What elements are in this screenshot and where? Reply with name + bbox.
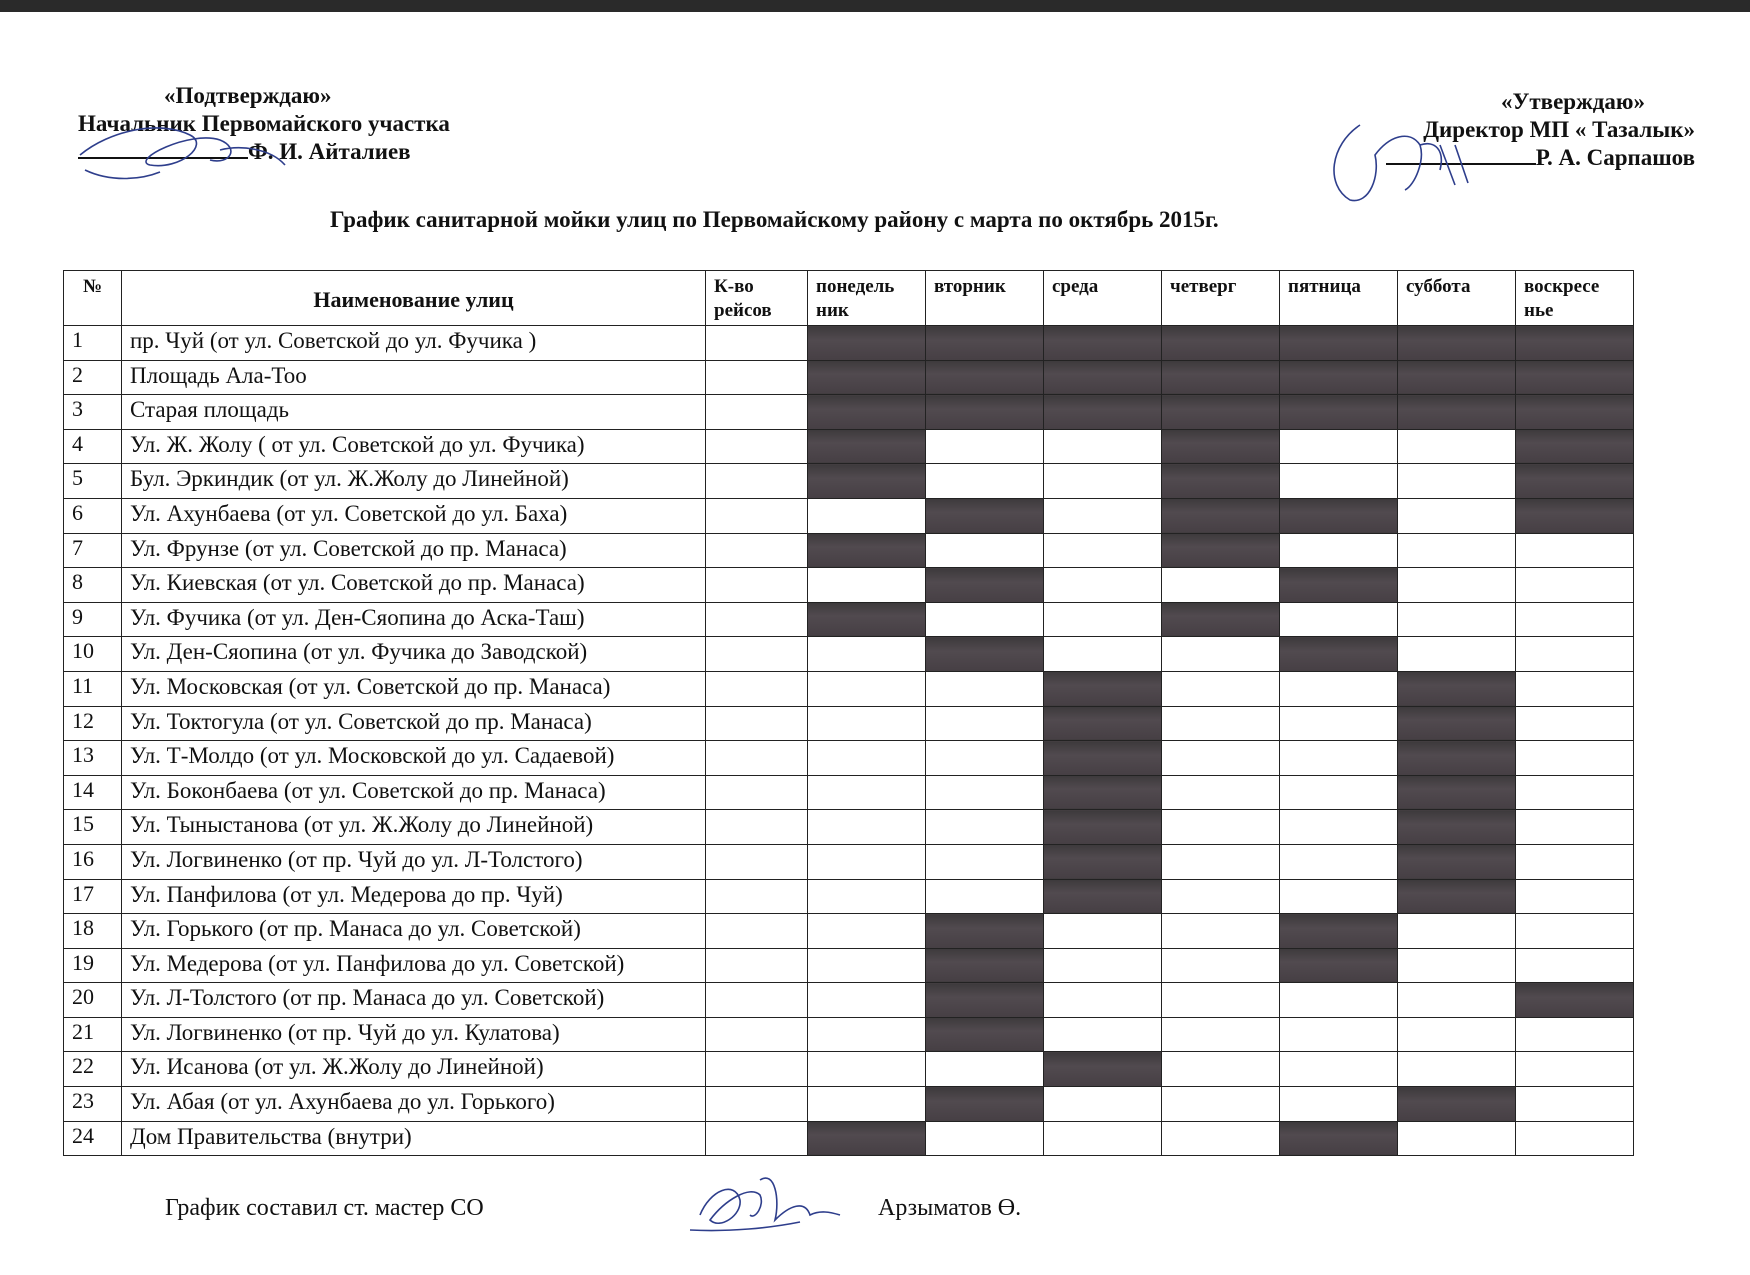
table-row <box>64 1087 1634 1122</box>
day-cell-thursday-empty <box>1162 983 1280 1018</box>
day-cell-sunday-empty <box>1516 568 1634 603</box>
table-row <box>64 844 1634 879</box>
street-name: Дом Правительства (внутри) <box>122 1121 706 1156</box>
table-row <box>64 395 1634 430</box>
day-cell-friday-scheduled <box>1280 395 1398 430</box>
day-cell-saturday-empty <box>1398 983 1516 1018</box>
day-cell-tuesday-scheduled <box>926 637 1044 672</box>
approval-left-name: Ф. И. Айталиев <box>248 139 411 164</box>
day-cell-wednesday-empty <box>1044 1017 1162 1052</box>
approval-left-heading: «Подтверждаю» <box>164 83 332 108</box>
trips-count <box>706 1121 808 1156</box>
row-number: 22 <box>64 1052 122 1087</box>
trips-count <box>706 464 808 499</box>
trips-count <box>706 879 808 914</box>
day-cell-sunday-empty <box>1516 775 1634 810</box>
row-number: 2 <box>64 360 122 395</box>
day-cell-monday-scheduled <box>808 395 926 430</box>
street-name: Ул. Фучика (от ул. Ден-Сяопина до Аска-Таш) <box>122 602 706 637</box>
day-cell-thursday-empty <box>1162 1087 1280 1122</box>
day-cell-wednesday-empty <box>1044 983 1162 1018</box>
day-cell-tuesday-empty <box>926 1052 1044 1087</box>
day-cell-monday-scheduled <box>808 360 926 395</box>
approval-right-position: Директор МП « Тазалык» <box>1423 117 1695 142</box>
trips-count <box>706 741 808 776</box>
day-cell-saturday-scheduled <box>1398 810 1516 845</box>
day-cell-wednesday-scheduled <box>1044 671 1162 706</box>
day-cell-thursday-empty <box>1162 568 1280 603</box>
day-cell-wednesday-empty <box>1044 948 1162 983</box>
day-cell-monday-empty <box>808 775 926 810</box>
signature-right-icon <box>1320 115 1480 205</box>
day-cell-wednesday-scheduled <box>1044 810 1162 845</box>
day-cell-tuesday-empty <box>926 602 1044 637</box>
day-cell-monday-empty <box>808 1087 926 1122</box>
header-day-sunday: воскресе нье <box>1516 271 1634 326</box>
approval-left-position: Начальник Первомайского участка <box>78 111 450 136</box>
row-number: 4 <box>64 429 122 464</box>
trips-count <box>706 1087 808 1122</box>
trips-count <box>706 637 808 672</box>
day-cell-tuesday-empty <box>926 671 1044 706</box>
trips-count <box>706 602 808 637</box>
day-cell-tuesday-scheduled <box>926 914 1044 949</box>
day-cell-friday-empty <box>1280 844 1398 879</box>
day-cell-wednesday-scheduled <box>1044 775 1162 810</box>
day-cell-tuesday-empty <box>926 775 1044 810</box>
day-cell-saturday-empty <box>1398 914 1516 949</box>
header-day-saturday: суббота <box>1398 271 1516 326</box>
row-number: 24 <box>64 1121 122 1156</box>
day-cell-monday-empty <box>808 1017 926 1052</box>
day-cell-sunday-empty <box>1516 914 1634 949</box>
table-header-row <box>64 271 1634 326</box>
day-cell-wednesday-empty <box>1044 533 1162 568</box>
day-cell-friday-empty <box>1280 1017 1398 1052</box>
table-row <box>64 326 1634 361</box>
day-cell-wednesday-empty <box>1044 464 1162 499</box>
row-number: 3 <box>64 395 122 430</box>
table-row <box>64 498 1634 533</box>
day-cell-saturday-scheduled <box>1398 775 1516 810</box>
day-cell-tuesday-empty <box>926 844 1044 879</box>
table-row <box>64 706 1634 741</box>
day-cell-friday-empty <box>1280 706 1398 741</box>
day-cell-sunday-scheduled <box>1516 983 1634 1018</box>
document-title: График санитарной мойки улиц по Первомайскому району с марта по октябрь 2015г. <box>330 207 1219 232</box>
day-cell-tuesday-scheduled <box>926 1017 1044 1052</box>
day-cell-thursday-empty <box>1162 1052 1280 1087</box>
row-number: 12 <box>64 706 122 741</box>
day-cell-saturday-empty <box>1398 429 1516 464</box>
day-cell-wednesday-empty <box>1044 914 1162 949</box>
day-cell-sunday-empty <box>1516 533 1634 568</box>
day-cell-monday-empty <box>808 948 926 983</box>
day-cell-saturday-empty <box>1398 948 1516 983</box>
day-cell-wednesday-empty <box>1044 498 1162 533</box>
signature-bottom-icon <box>680 1160 850 1240</box>
day-cell-friday-empty <box>1280 879 1398 914</box>
street-name: Ул. Московская (от ул. Советской до пр. Манаса) <box>122 671 706 706</box>
trips-count <box>706 1052 808 1087</box>
day-cell-tuesday-scheduled <box>926 1087 1044 1122</box>
day-cell-saturday-empty <box>1398 637 1516 672</box>
day-cell-friday-scheduled <box>1280 568 1398 603</box>
trips-count <box>706 533 808 568</box>
street-name: Ул. Горького (от пр. Манаса до ул. Советской) <box>122 914 706 949</box>
row-number: 18 <box>64 914 122 949</box>
street-name: Ул. Панфилова (от ул. Медерова до пр. Чуй) <box>122 879 706 914</box>
street-name: Ул. Ден-Сяопина (от ул. Фучика до Заводской) <box>122 637 706 672</box>
trips-count <box>706 1017 808 1052</box>
day-cell-tuesday-scheduled <box>926 498 1044 533</box>
footer-compiled-by: График составил ст. мастер СО <box>165 1195 484 1221</box>
day-cell-wednesday-empty <box>1044 568 1162 603</box>
day-cell-sunday-scheduled <box>1516 360 1634 395</box>
day-cell-saturday-empty <box>1398 533 1516 568</box>
row-number: 19 <box>64 948 122 983</box>
day-cell-monday-scheduled <box>808 602 926 637</box>
day-cell-saturday-scheduled <box>1398 671 1516 706</box>
street-name: Ул. Ахунбаева (от ул. Советской до ул. Баха) <box>122 498 706 533</box>
day-cell-friday-empty <box>1280 1087 1398 1122</box>
row-number: 5 <box>64 464 122 499</box>
day-cell-wednesday-empty <box>1044 602 1162 637</box>
row-number: 1 <box>64 326 122 361</box>
day-cell-sunday-empty <box>1516 1121 1634 1156</box>
row-number: 16 <box>64 844 122 879</box>
trips-count <box>706 810 808 845</box>
day-cell-sunday-scheduled <box>1516 498 1634 533</box>
day-cell-thursday-scheduled <box>1162 395 1280 430</box>
trips-count <box>706 429 808 464</box>
header-trips: К-во рейсов <box>706 271 808 326</box>
day-cell-monday-empty <box>808 914 926 949</box>
row-number: 14 <box>64 775 122 810</box>
day-cell-wednesday-scheduled <box>1044 360 1162 395</box>
trips-count <box>706 983 808 1018</box>
day-cell-thursday-empty <box>1162 948 1280 983</box>
table-row <box>64 1052 1634 1087</box>
day-cell-friday-empty <box>1280 775 1398 810</box>
table-row <box>64 983 1634 1018</box>
trips-count <box>706 844 808 879</box>
day-cell-friday-empty <box>1280 602 1398 637</box>
day-cell-monday-empty <box>808 706 926 741</box>
day-cell-sunday-empty <box>1516 671 1634 706</box>
day-cell-sunday-scheduled <box>1516 326 1634 361</box>
row-number: 17 <box>64 879 122 914</box>
day-cell-thursday-scheduled <box>1162 602 1280 637</box>
row-number: 7 <box>64 533 122 568</box>
day-cell-thursday-empty <box>1162 810 1280 845</box>
day-cell-thursday-empty <box>1162 844 1280 879</box>
day-cell-monday-scheduled <box>808 326 926 361</box>
street-name: Ул. Киевская (от ул. Советской до пр. Манаса) <box>122 568 706 603</box>
day-cell-friday-scheduled <box>1280 914 1398 949</box>
day-cell-sunday-empty <box>1516 741 1634 776</box>
day-cell-sunday-empty <box>1516 637 1634 672</box>
approval-right-name: Р. А. Сарпашов <box>1535 145 1695 170</box>
street-name: Старая площадь <box>122 395 706 430</box>
day-cell-saturday-scheduled <box>1398 706 1516 741</box>
day-cell-monday-empty <box>808 741 926 776</box>
day-cell-saturday-scheduled <box>1398 326 1516 361</box>
day-cell-saturday-empty <box>1398 1121 1516 1156</box>
day-cell-thursday-empty <box>1162 914 1280 949</box>
day-cell-monday-empty <box>808 879 926 914</box>
row-number: 8 <box>64 568 122 603</box>
day-cell-wednesday-scheduled <box>1044 1052 1162 1087</box>
table-row <box>64 602 1634 637</box>
day-cell-wednesday-scheduled <box>1044 879 1162 914</box>
day-cell-friday-scheduled <box>1280 360 1398 395</box>
day-cell-sunday-scheduled <box>1516 429 1634 464</box>
row-number: 21 <box>64 1017 122 1052</box>
day-cell-sunday-empty <box>1516 844 1634 879</box>
header-day-tuesday: вторник <box>926 271 1044 326</box>
day-cell-sunday-empty <box>1516 1052 1634 1087</box>
header-day-thursday: четверг <box>1162 271 1280 326</box>
signature-left-icon <box>70 110 300 190</box>
day-cell-sunday-empty <box>1516 1017 1634 1052</box>
row-number: 6 <box>64 498 122 533</box>
day-cell-monday-empty <box>808 568 926 603</box>
row-number: 10 <box>64 637 122 672</box>
day-cell-monday-scheduled <box>808 1121 926 1156</box>
day-cell-friday-empty <box>1280 533 1398 568</box>
table-row <box>64 741 1634 776</box>
day-cell-saturday-empty <box>1398 568 1516 603</box>
day-cell-tuesday-scheduled <box>926 568 1044 603</box>
day-cell-friday-empty <box>1280 429 1398 464</box>
trips-count <box>706 948 808 983</box>
day-cell-friday-empty <box>1280 741 1398 776</box>
day-cell-tuesday-scheduled <box>926 326 1044 361</box>
day-cell-monday-scheduled <box>808 533 926 568</box>
day-cell-friday-empty <box>1280 671 1398 706</box>
day-cell-tuesday-empty <box>926 879 1044 914</box>
trips-count <box>706 671 808 706</box>
trips-count <box>706 360 808 395</box>
street-name: Ул. Боконбаева (от ул. Советской до пр. Манаса) <box>122 775 706 810</box>
day-cell-thursday-empty <box>1162 741 1280 776</box>
day-cell-sunday-empty <box>1516 879 1634 914</box>
row-number: 13 <box>64 741 122 776</box>
day-cell-friday-scheduled <box>1280 948 1398 983</box>
day-cell-tuesday-empty <box>926 1121 1044 1156</box>
day-cell-thursday-scheduled <box>1162 533 1280 568</box>
table-row <box>64 879 1634 914</box>
day-cell-thursday-empty <box>1162 1121 1280 1156</box>
day-cell-saturday-scheduled <box>1398 360 1516 395</box>
approval-right-heading: «Утверждаю» <box>1501 89 1645 114</box>
day-cell-sunday-scheduled <box>1516 395 1634 430</box>
day-cell-wednesday-scheduled <box>1044 844 1162 879</box>
table-row <box>64 914 1634 949</box>
day-cell-saturday-scheduled <box>1398 741 1516 776</box>
day-cell-thursday-empty <box>1162 775 1280 810</box>
day-cell-thursday-scheduled <box>1162 498 1280 533</box>
day-cell-tuesday-empty <box>926 741 1044 776</box>
day-cell-monday-empty <box>808 1052 926 1087</box>
schedule-table <box>63 270 1634 1156</box>
day-cell-saturday-scheduled <box>1398 844 1516 879</box>
day-cell-tuesday-scheduled <box>926 948 1044 983</box>
header-day-wednesday: среда <box>1044 271 1162 326</box>
day-cell-tuesday-scheduled <box>926 360 1044 395</box>
street-name: Ул. Тыныстанова (от ул. Ж.Жолу до Линейной) <box>122 810 706 845</box>
day-cell-friday-empty <box>1280 464 1398 499</box>
day-cell-friday-scheduled <box>1280 1121 1398 1156</box>
day-cell-sunday-empty <box>1516 706 1634 741</box>
table-row <box>64 1017 1634 1052</box>
street-name: пр. Чуй (от ул. Советской до ул. Фучика ) <box>122 326 706 361</box>
day-cell-monday-empty <box>808 844 926 879</box>
day-cell-monday-empty <box>808 810 926 845</box>
trips-count <box>706 568 808 603</box>
day-cell-saturday-scheduled <box>1398 1087 1516 1122</box>
day-cell-saturday-empty <box>1398 1017 1516 1052</box>
header-street-name: Наименование улиц <box>122 271 706 326</box>
day-cell-wednesday-scheduled <box>1044 326 1162 361</box>
table-row <box>64 568 1634 603</box>
day-cell-thursday-scheduled <box>1162 360 1280 395</box>
day-cell-tuesday-scheduled <box>926 395 1044 430</box>
street-name: Ул. Т-Молдо (от ул. Московской до ул. Садаевой) <box>122 741 706 776</box>
day-cell-thursday-scheduled <box>1162 429 1280 464</box>
day-cell-saturday-scheduled <box>1398 395 1516 430</box>
street-name: Ул. Ж. Жолу ( от ул. Советской до ул. Фучика) <box>122 429 706 464</box>
day-cell-sunday-scheduled <box>1516 464 1634 499</box>
day-cell-monday-scheduled <box>808 464 926 499</box>
footer <box>165 1195 1165 1222</box>
day-cell-saturday-empty <box>1398 602 1516 637</box>
table-row <box>64 533 1634 568</box>
street-name: Ул. Логвиненко (от пр. Чуй до ул. Кулатова) <box>122 1017 706 1052</box>
day-cell-monday-empty <box>808 498 926 533</box>
trips-count <box>706 326 808 361</box>
day-cell-tuesday-empty <box>926 533 1044 568</box>
day-cell-thursday-scheduled <box>1162 326 1280 361</box>
table-row <box>64 429 1634 464</box>
day-cell-wednesday-scheduled <box>1044 741 1162 776</box>
day-cell-monday-empty <box>808 983 926 1018</box>
day-cell-friday-empty <box>1280 1052 1398 1087</box>
row-number: 23 <box>64 1087 122 1122</box>
day-cell-tuesday-empty <box>926 810 1044 845</box>
day-cell-thursday-empty <box>1162 1017 1280 1052</box>
day-cell-friday-scheduled <box>1280 326 1398 361</box>
street-name: Площадь Ала-Тоо <box>122 360 706 395</box>
day-cell-friday-scheduled <box>1280 498 1398 533</box>
day-cell-saturday-empty <box>1398 464 1516 499</box>
day-cell-sunday-empty <box>1516 948 1634 983</box>
day-cell-monday-empty <box>808 671 926 706</box>
day-cell-thursday-empty <box>1162 637 1280 672</box>
table-row <box>64 775 1634 810</box>
day-cell-thursday-empty <box>1162 706 1280 741</box>
day-cell-saturday-empty <box>1398 1052 1516 1087</box>
day-cell-sunday-empty <box>1516 810 1634 845</box>
day-cell-wednesday-empty <box>1044 1087 1162 1122</box>
day-cell-wednesday-scheduled <box>1044 395 1162 430</box>
day-cell-wednesday-empty <box>1044 637 1162 672</box>
day-cell-thursday-empty <box>1162 671 1280 706</box>
street-name: Ул. Медерова (от ул. Панфилова до ул. Советской) <box>122 948 706 983</box>
day-cell-monday-scheduled <box>808 429 926 464</box>
street-name: Ул. Исанова (от ул. Ж.Жолу до Линейной) <box>122 1052 706 1087</box>
day-cell-tuesday-empty <box>926 429 1044 464</box>
trips-count <box>706 395 808 430</box>
day-cell-tuesday-empty <box>926 464 1044 499</box>
row-number: 20 <box>64 983 122 1018</box>
street-name: Ул. Л-Толстого (от пр. Манаса до ул. Советской) <box>122 983 706 1018</box>
row-number: 9 <box>64 602 122 637</box>
table-row <box>64 637 1634 672</box>
day-cell-saturday-empty <box>1398 498 1516 533</box>
table-row <box>64 948 1634 983</box>
table-row <box>64 1121 1634 1156</box>
trips-count <box>706 498 808 533</box>
day-cell-wednesday-empty <box>1044 429 1162 464</box>
street-name: Ул. Абая (от ул. Ахунбаева до ул. Горького) <box>122 1087 706 1122</box>
trips-count <box>706 706 808 741</box>
trips-count <box>706 775 808 810</box>
street-name: Ул. Фрунзе (от ул. Советской до пр. Манаса) <box>122 533 706 568</box>
row-number: 15 <box>64 810 122 845</box>
street-name: Бул. Эркиндик (от ул. Ж.Жолу до Линейной) <box>122 464 706 499</box>
street-name: Ул. Токтогула (от ул. Советской до пр. Манаса) <box>122 706 706 741</box>
day-cell-tuesday-scheduled <box>926 983 1044 1018</box>
row-number: 11 <box>64 671 122 706</box>
day-cell-friday-empty <box>1280 983 1398 1018</box>
day-cell-thursday-scheduled <box>1162 464 1280 499</box>
day-cell-sunday-empty <box>1516 1087 1634 1122</box>
table-row <box>64 360 1634 395</box>
header-day-friday: пятница <box>1280 271 1398 326</box>
day-cell-friday-empty <box>1280 810 1398 845</box>
trips-count <box>706 914 808 949</box>
day-cell-saturday-scheduled <box>1398 879 1516 914</box>
header-day-monday: понедель ник <box>808 271 926 326</box>
day-cell-sunday-empty <box>1516 602 1634 637</box>
day-cell-friday-scheduled <box>1280 637 1398 672</box>
schedule-body <box>64 326 1634 1156</box>
footer-name: Арзыматов Ө. <box>878 1195 1022 1221</box>
day-cell-thursday-empty <box>1162 879 1280 914</box>
day-cell-tuesday-empty <box>926 706 1044 741</box>
header-num: № <box>64 271 122 326</box>
day-cell-wednesday-empty <box>1044 1121 1162 1156</box>
table-row <box>64 810 1634 845</box>
table-row <box>64 464 1634 499</box>
table-row <box>64 671 1634 706</box>
street-name: Ул. Логвиненко (от пр. Чуй до ул. Л-Толстого) <box>122 844 706 879</box>
day-cell-wednesday-scheduled <box>1044 706 1162 741</box>
day-cell-monday-empty <box>808 637 926 672</box>
